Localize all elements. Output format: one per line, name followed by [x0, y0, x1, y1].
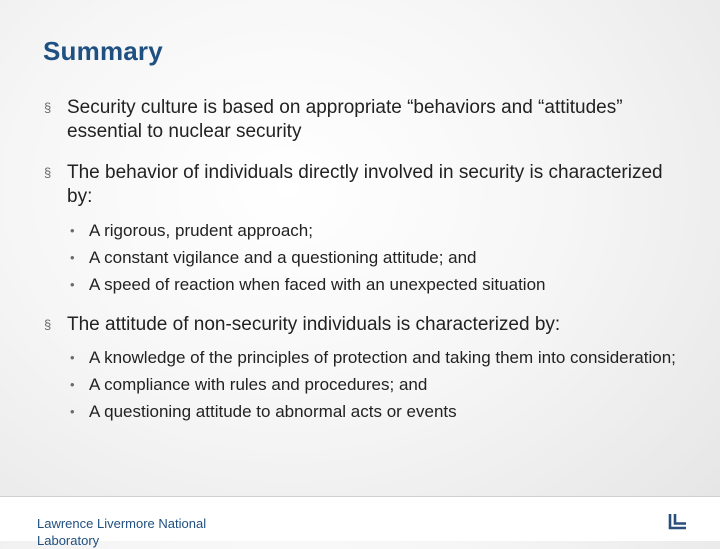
- dot-bullet-icon: •: [70, 404, 75, 419]
- footer-bar: [0, 496, 720, 548]
- bullet-item: [44, 313, 684, 337]
- sub-bullet-item: [44, 273, 684, 297]
- slide-content: [44, 96, 684, 427]
- sub-bullet-list: [44, 219, 684, 297]
- sub-bullet-item: [44, 246, 684, 270]
- llnl-logo-icon: [668, 513, 688, 531]
- dot-bullet-icon: •: [70, 350, 75, 365]
- sub-bullet-list: [44, 346, 684, 424]
- square-bullet-icon: §: [44, 165, 52, 180]
- bullet-text: The attitude of non-security individuals is characterized by:: [67, 314, 561, 335]
- footer-organization: Lawrence Livermore National Laboratory: [37, 516, 207, 548]
- bullet-item: [44, 96, 684, 144]
- sub-bullet-text: A constant vigilance and a questioning attitude; and: [89, 248, 477, 267]
- sub-bullet-item: [44, 400, 684, 424]
- sub-bullet-item: [44, 346, 684, 370]
- sub-bullet-item: [44, 219, 684, 243]
- sub-bullet-text: A compliance with rules and procedures; and: [89, 375, 428, 394]
- bullet-text: The behavior of individuals directly involved in security is characterized by:: [67, 162, 663, 207]
- bullet-item: [44, 161, 684, 209]
- bullet-group: [44, 161, 684, 297]
- dot-bullet-icon: •: [70, 277, 75, 292]
- bullet-text: Security culture is based on appropriate “behaviors and “attitudes” essential to nuclear security: [67, 97, 623, 142]
- sub-bullet-text: A questioning attitude to abnormal acts or events: [89, 402, 457, 421]
- square-bullet-icon: §: [44, 100, 52, 115]
- bullet-group: [44, 313, 684, 424]
- dot-bullet-icon: •: [70, 377, 75, 392]
- dot-bullet-icon: •: [70, 250, 75, 265]
- sub-bullet-text: A speed of reaction when faced with an unexpected situation: [89, 275, 546, 294]
- slide-title: Summary: [43, 36, 163, 66]
- sub-bullet-text: A knowledge of the principles of protection and taking them into consideration;: [89, 348, 676, 367]
- dot-bullet-icon: •: [70, 223, 75, 238]
- square-bullet-icon: §: [44, 317, 52, 332]
- sub-bullet-item: [44, 373, 684, 397]
- sub-bullet-text: A rigorous, prudent approach;: [89, 221, 313, 240]
